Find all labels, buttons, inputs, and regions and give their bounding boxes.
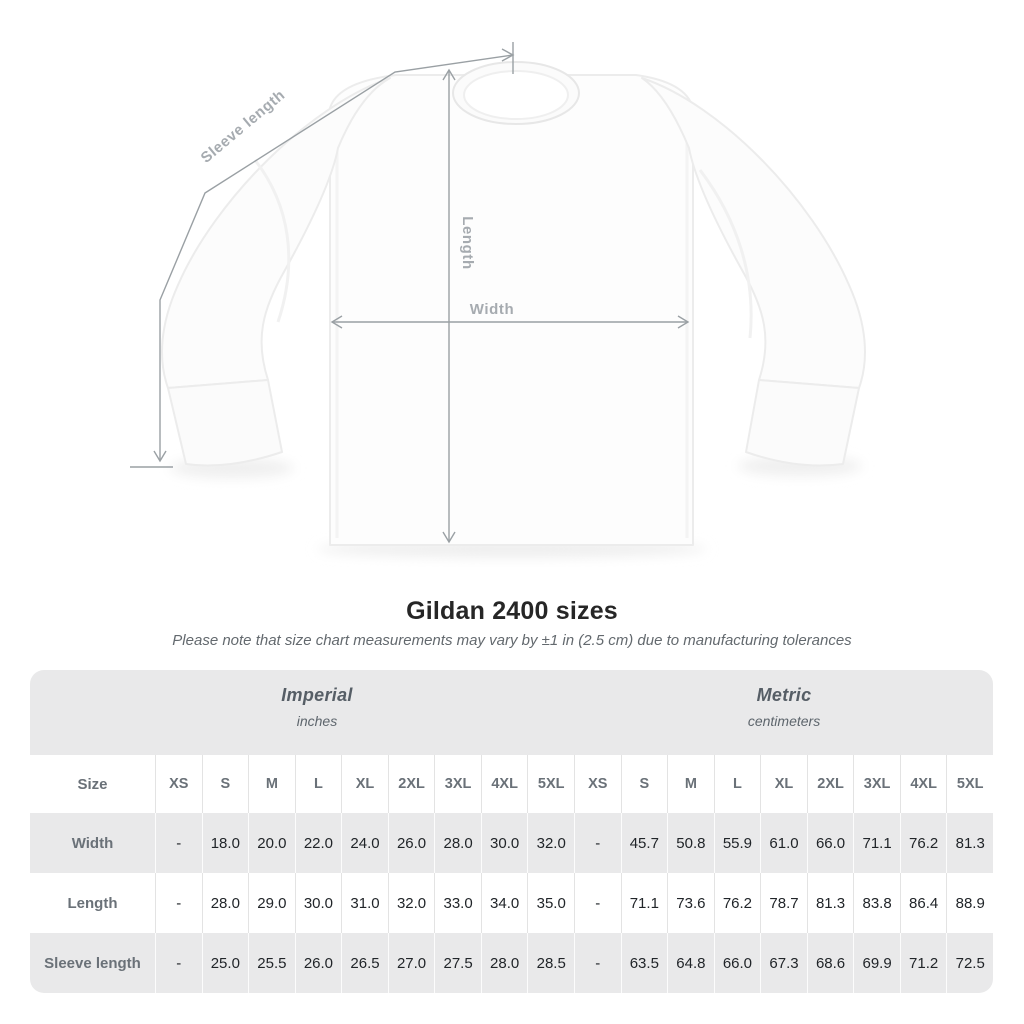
sleeve-imperial-value: 26.0 bbox=[295, 933, 342, 993]
width-metric-value: 55.9 bbox=[714, 813, 761, 873]
size-col-metric: 4XL bbox=[900, 755, 947, 813]
size-col-imperial: 5XL bbox=[527, 755, 574, 813]
sleeve-imperial-value: - bbox=[155, 933, 202, 993]
width-metric-value: 45.7 bbox=[621, 813, 668, 873]
width-imperial-value: 26.0 bbox=[388, 813, 435, 873]
width-imperial-value: 20.0 bbox=[248, 813, 295, 873]
width-imperial-value: 32.0 bbox=[527, 813, 574, 873]
width-imperial-value: 18.0 bbox=[202, 813, 249, 873]
length-imperial-value: 32.0 bbox=[388, 873, 435, 933]
sleeve-imperial-value: 28.0 bbox=[481, 933, 528, 993]
length-imperial-value: 33.0 bbox=[434, 873, 481, 933]
size-col-imperial: XL bbox=[341, 755, 388, 813]
width-metric-value: 81.3 bbox=[946, 813, 993, 873]
sleeve-metric-value: - bbox=[574, 933, 621, 993]
sleeve-metric-value: 72.5 bbox=[946, 933, 993, 993]
length-metric-value: 88.9 bbox=[946, 873, 993, 933]
sleeve-metric-value: 66.0 bbox=[714, 933, 761, 993]
unit-group-header bbox=[30, 670, 993, 755]
sleeve-metric-value: 64.8 bbox=[667, 933, 714, 993]
length-imperial-value: - bbox=[155, 873, 202, 933]
table-row-length bbox=[30, 873, 993, 933]
size-col-imperial: S bbox=[202, 755, 249, 813]
size-col-metric: XS bbox=[574, 755, 621, 813]
table-row-sleeve-length bbox=[30, 933, 993, 993]
width-imperial-value: - bbox=[155, 813, 202, 873]
length-metric-value: 76.2 bbox=[714, 873, 761, 933]
length-metric-value: 86.4 bbox=[900, 873, 947, 933]
sleeve-imperial-value: 27.5 bbox=[434, 933, 481, 993]
sleeve-imperial-value: 27.0 bbox=[388, 933, 435, 993]
width-metric-value: 71.1 bbox=[853, 813, 900, 873]
sleeve-metric-value: 69.9 bbox=[853, 933, 900, 993]
width-metric-value: 66.0 bbox=[807, 813, 854, 873]
size-col-imperial: 2XL bbox=[388, 755, 435, 813]
length-imperial-value: 35.0 bbox=[527, 873, 574, 933]
width-metric-value: 61.0 bbox=[760, 813, 807, 873]
collar-inner bbox=[464, 71, 568, 119]
imperial-sublabel: inches bbox=[296, 713, 338, 729]
size-table bbox=[30, 670, 993, 993]
length-label: Length bbox=[459, 216, 476, 270]
metric-sublabel: centimeters bbox=[747, 713, 821, 729]
row-label: Length bbox=[67, 894, 118, 912]
length-metric-value: - bbox=[574, 873, 621, 933]
length-metric-value: 83.8 bbox=[853, 873, 900, 933]
sleeve-imperial-value: 26.5 bbox=[341, 933, 388, 993]
size-col-metric: XL bbox=[760, 755, 807, 813]
width-imperial-value: 22.0 bbox=[295, 813, 342, 873]
sleeve-metric-value: 71.2 bbox=[900, 933, 947, 993]
size-header-row bbox=[30, 755, 993, 813]
size-col-metric: 2XL bbox=[807, 755, 854, 813]
sleeve-length-label: Sleeve length bbox=[197, 86, 289, 167]
width-imperial-value: 28.0 bbox=[434, 813, 481, 873]
width-metric-value: 50.8 bbox=[667, 813, 714, 873]
length-metric-value: 71.1 bbox=[621, 873, 668, 933]
imperial-group-header bbox=[281, 685, 352, 729]
row-label: Width bbox=[71, 834, 114, 852]
length-imperial-value: 31.0 bbox=[341, 873, 388, 933]
width-metric-value: 76.2 bbox=[900, 813, 947, 873]
length-imperial-value: 28.0 bbox=[202, 873, 249, 933]
sleeve-metric-value: 63.5 bbox=[621, 933, 668, 993]
width-imperial-value: 24.0 bbox=[341, 813, 388, 873]
size-col-metric: L bbox=[714, 755, 761, 813]
size-col-imperial: 4XL bbox=[481, 755, 528, 813]
page-subtitle: Please note that size chart measurements may vary by ±1 in (2.5 cm) due to manufacturing tolerances bbox=[172, 632, 852, 649]
sleeve-imperial-value: 28.5 bbox=[527, 933, 574, 993]
sleeve-imperial-value: 25.0 bbox=[202, 933, 249, 993]
metric-group-header bbox=[748, 685, 820, 729]
metric-label: Metric bbox=[756, 685, 812, 705]
row-label: Sleeve length bbox=[44, 954, 141, 972]
left-cuff bbox=[168, 380, 282, 466]
sleeve-metric-value: 68.6 bbox=[807, 933, 854, 993]
width-imperial-value: 30.0 bbox=[481, 813, 528, 873]
right-cuff bbox=[746, 380, 859, 466]
size-col-imperial: M bbox=[248, 755, 295, 813]
imperial-label: Imperial bbox=[281, 685, 353, 705]
sleeve-imperial-value: 25.5 bbox=[248, 933, 295, 993]
length-imperial-value: 34.0 bbox=[481, 873, 528, 933]
width-metric-value: - bbox=[574, 813, 621, 873]
size-col-imperial: XS bbox=[155, 755, 202, 813]
length-imperial-value: 30.0 bbox=[295, 873, 342, 933]
page-title: Gildan 2400 sizes bbox=[406, 597, 618, 625]
size-col-metric: M bbox=[667, 755, 714, 813]
size-col-imperial: L bbox=[295, 755, 342, 813]
table-row-width bbox=[30, 813, 993, 873]
size-header-cell: Size bbox=[77, 775, 108, 793]
length-metric-value: 78.7 bbox=[760, 873, 807, 933]
length-metric-value: 73.6 bbox=[667, 873, 714, 933]
size-col-imperial: 3XL bbox=[434, 755, 481, 813]
size-col-metric: 3XL bbox=[853, 755, 900, 813]
width-label: Width bbox=[469, 301, 515, 318]
length-imperial-value: 29.0 bbox=[248, 873, 295, 933]
sleeve-metric-value: 67.3 bbox=[760, 933, 807, 993]
size-col-metric: S bbox=[621, 755, 668, 813]
size-col-metric: 5XL bbox=[946, 755, 993, 813]
length-metric-value: 81.3 bbox=[807, 873, 854, 933]
